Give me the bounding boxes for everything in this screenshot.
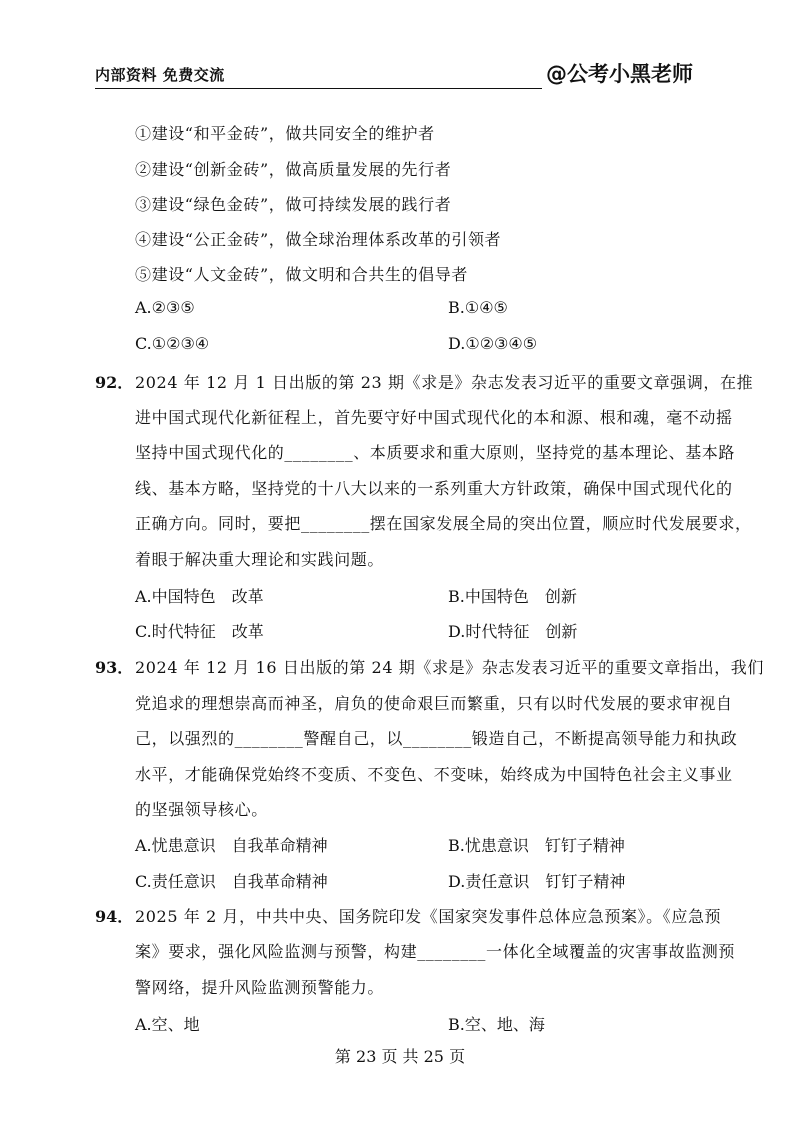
q93-option-c[interactable]: C.责任意识 自我革命精神 (135, 872, 328, 891)
q91-option-a[interactable]: A.②③⑤ (135, 298, 195, 317)
q94-option-b[interactable]: B.空、地、海 (448, 1015, 545, 1034)
q93-line-2: 党追求的理想崇高而神圣，肩负的使命艰巨而繁重，只有以时代发展的要求审视自 (135, 694, 733, 713)
q92-line-2: 进中国式现代化新征程上，首先要守好中国式现代化的本和源、根和魂，毫不动摇 (135, 408, 733, 427)
q93-option-a[interactable]: A.忧患意识 自我革命精神 (135, 836, 328, 855)
q93-line-4: 水平，才能确保党始终不变质、不变色、不变味，始终成为中国特色社会主义事业 (135, 765, 733, 784)
header-author: @公考小黑老师 (546, 62, 693, 86)
q92-option-a[interactable]: A.中国特色 改革 (135, 587, 264, 606)
q91-item-5: ⑤建设“人文金砖”，做文明和合共生的倡导者 (135, 265, 468, 284)
header-rule (95, 88, 542, 89)
page-header (95, 58, 693, 88)
q94-option-a[interactable]: A.空、地 (135, 1015, 200, 1034)
q93-option-b[interactable]: B.忧患意识 钉钉子精神 (448, 836, 625, 855)
q92-option-d[interactable]: D.时代特征 创新 (448, 622, 578, 641)
q93-line-3: 己，以强烈的________警醒自己，以________锻造自己，不断提高领导能力和执政 (135, 729, 738, 748)
q91-item-3: ③建设“绿色金砖”，做可持续发展的践行者 (135, 195, 452, 214)
q93-line-1: 2024 年 12 月 16 日出版的第 24 期《求是》杂志发表习近平的重要文章指出，我们 (135, 658, 764, 677)
q91-item-4: ④建设“公正金砖”，做全球治理体系改革的引领者 (135, 230, 502, 249)
q91-item-2: ②建设“创新金砖”，做高质量发展的先行者 (135, 160, 452, 179)
q92-line-6: 着眼于解决重大理论和实践问题。 (135, 550, 385, 569)
q91-option-d[interactable]: D.①②③④⑤ (448, 334, 538, 353)
q94-line-3: 警网络，提升风险监测预警能力。 (135, 978, 385, 997)
q91-option-c[interactable]: C.①②③④ (135, 334, 210, 353)
q93-number: 93． (95, 658, 134, 677)
q92-option-b[interactable]: B.中国特色 创新 (448, 587, 577, 606)
q94-line-1: 2025 年 2 月，中共中央、国务院印发《国家突发事件总体应急预案》。《应急预 (135, 907, 722, 926)
q94-line-2: 案》要求，强化风险监测与预警，构建________一体化全域覆盖的灾害事故监测预 (135, 942, 736, 961)
q92-option-c[interactable]: C.时代特征 改革 (135, 622, 264, 641)
q92-number: 92． (95, 373, 134, 392)
page-number: 第 23 页 共 25 页 (334, 1047, 466, 1066)
q91-option-b[interactable]: B.①④⑤ (448, 298, 508, 317)
q92-line-4: 线、基本方略，坚持党的十八大以来的一系列重大方针政策，确保中国式现代化的 (135, 479, 733, 498)
q93-option-d[interactable]: D.责任意识 钉钉子精神 (448, 872, 626, 891)
q92-line-1: 2024 年 12 月 1 日出版的第 23 期《求是》杂志发表习近平的重要文章强调，在推 (135, 373, 754, 392)
q92-line-3: 坚持中国式现代化的________、本质要求和重大原则，坚持党的基本理论、基本路 (135, 443, 736, 462)
header-left-text: 内部资料 免费交流 (95, 66, 225, 84)
q94-number: 94． (95, 907, 134, 926)
q91-item-1: ①建设“和平金砖”，做共同安全的维护者 (135, 124, 435, 143)
q92-line-5: 正确方向。同时，要把________摆在国家发展全局的突出位置，顺应时代发展要求， (135, 514, 752, 533)
q93-line-5: 的坚强领导核心。 (135, 800, 268, 819)
